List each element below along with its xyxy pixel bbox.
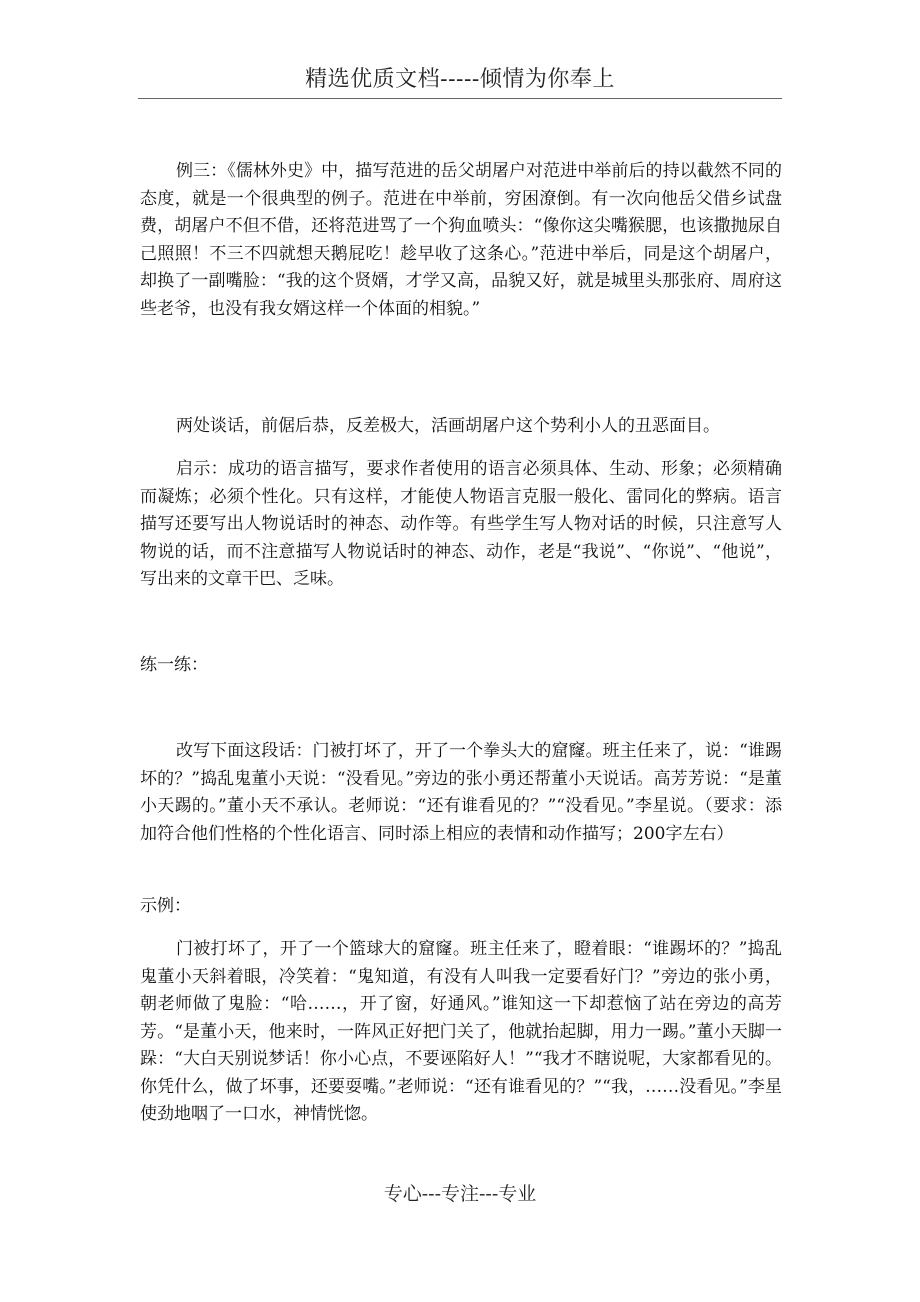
paragraph-example-three: 例三：《儒林外史》中，描写范进的岳父胡屠户对范进中举前后的持以截然不同的态度，就是一个很典型的例子。范进在中举前，穷困潦倒。有一次向他岳父借乡试盘费，胡屠户不但不借，还将范进骂了一个狗血喷头：“像你这尖嘴猴腮，也该撒抛尿自己照照！不三不四就想天鹅屁吃！趁早收了这条心。”范进中举后，同是这个胡屠户，却换了一副嘴脸：“我的这个贤婿，才学又高，品貌又好，就是城里头那张府、周府这些老爷，也没有我女婿这样一个体面的相貌。” (140, 161, 782, 319)
practice-heading: 练一练： (140, 655, 208, 675)
paragraph-inspiration: 启示：成功的语言描写，要求作者使用的语言必须具体、生动、形象；必须精确而凝炼；必须个性化。只有这样，才能使人物语言克服一般化、雷同化的弊病。语言描写还要写出人物说话时的神态、动作等。有些学生写人物对话的时候，只注意写人物说的话，而不注意描写人物说话时的神态、动作，老是“我说”、“你说”、“他说”，写出来的文章干巴、乏味。 (140, 459, 782, 589)
page-footer: 专心---专注---专业 (383, 1183, 537, 1205)
paragraph-sample: 门被打坏了，开了一个篮球大的窟窿。班主任来了，瞪着眼：“谁踢坏的？”捣乱鬼董小天斜着眼，冷笑着：“鬼知道，有没有人叫我一定要看好门？”旁边的张小勇，朝老师做了鬼脸：“哈……，开了窗，好通风。”谁知这一下却惹恼了站在旁边的高芳芳。“是董小天，他来时，一阵风正好把门关了，他就抬起脚，用力一踢。”董小天脚一跺：“大白天别说梦话！你小心点，不要诬陷好人！”“我才不瞎说呢，大家都看见的。你凭什么，做了坏事，还要耍嘴。”老师说：“还有谁看见的？”“我，……没看见。”李星使劲地咽了一口水，神情恍惚。 (140, 939, 782, 1124)
paragraph-task: 改写下面这段话：门被打坏了，开了一个拳头大的窟窿。班主任来了，说：“谁踢坏的？”捣乱鬼董小天说：“没看见。”旁边的张小勇还帮董小天说话。高芳芳说：“是董小天踢的。”董小天不承认。老师说：“还有谁看见的？”“没看见。”李星说。（要求：添加符合他们性格的个性化语言、同时添上相应的表情和动作描写；200字左右） (140, 741, 782, 844)
page-header-title: 精选优质文档-----倾情为你奉上 (305, 67, 615, 92)
sample-heading: 示例： (140, 896, 191, 916)
paragraph-contrast: 两处谈话，前倨后恭，反差极大，活画胡屠户这个势利小人的丑恶面目。 (176, 416, 720, 436)
header-divider (138, 98, 782, 99)
